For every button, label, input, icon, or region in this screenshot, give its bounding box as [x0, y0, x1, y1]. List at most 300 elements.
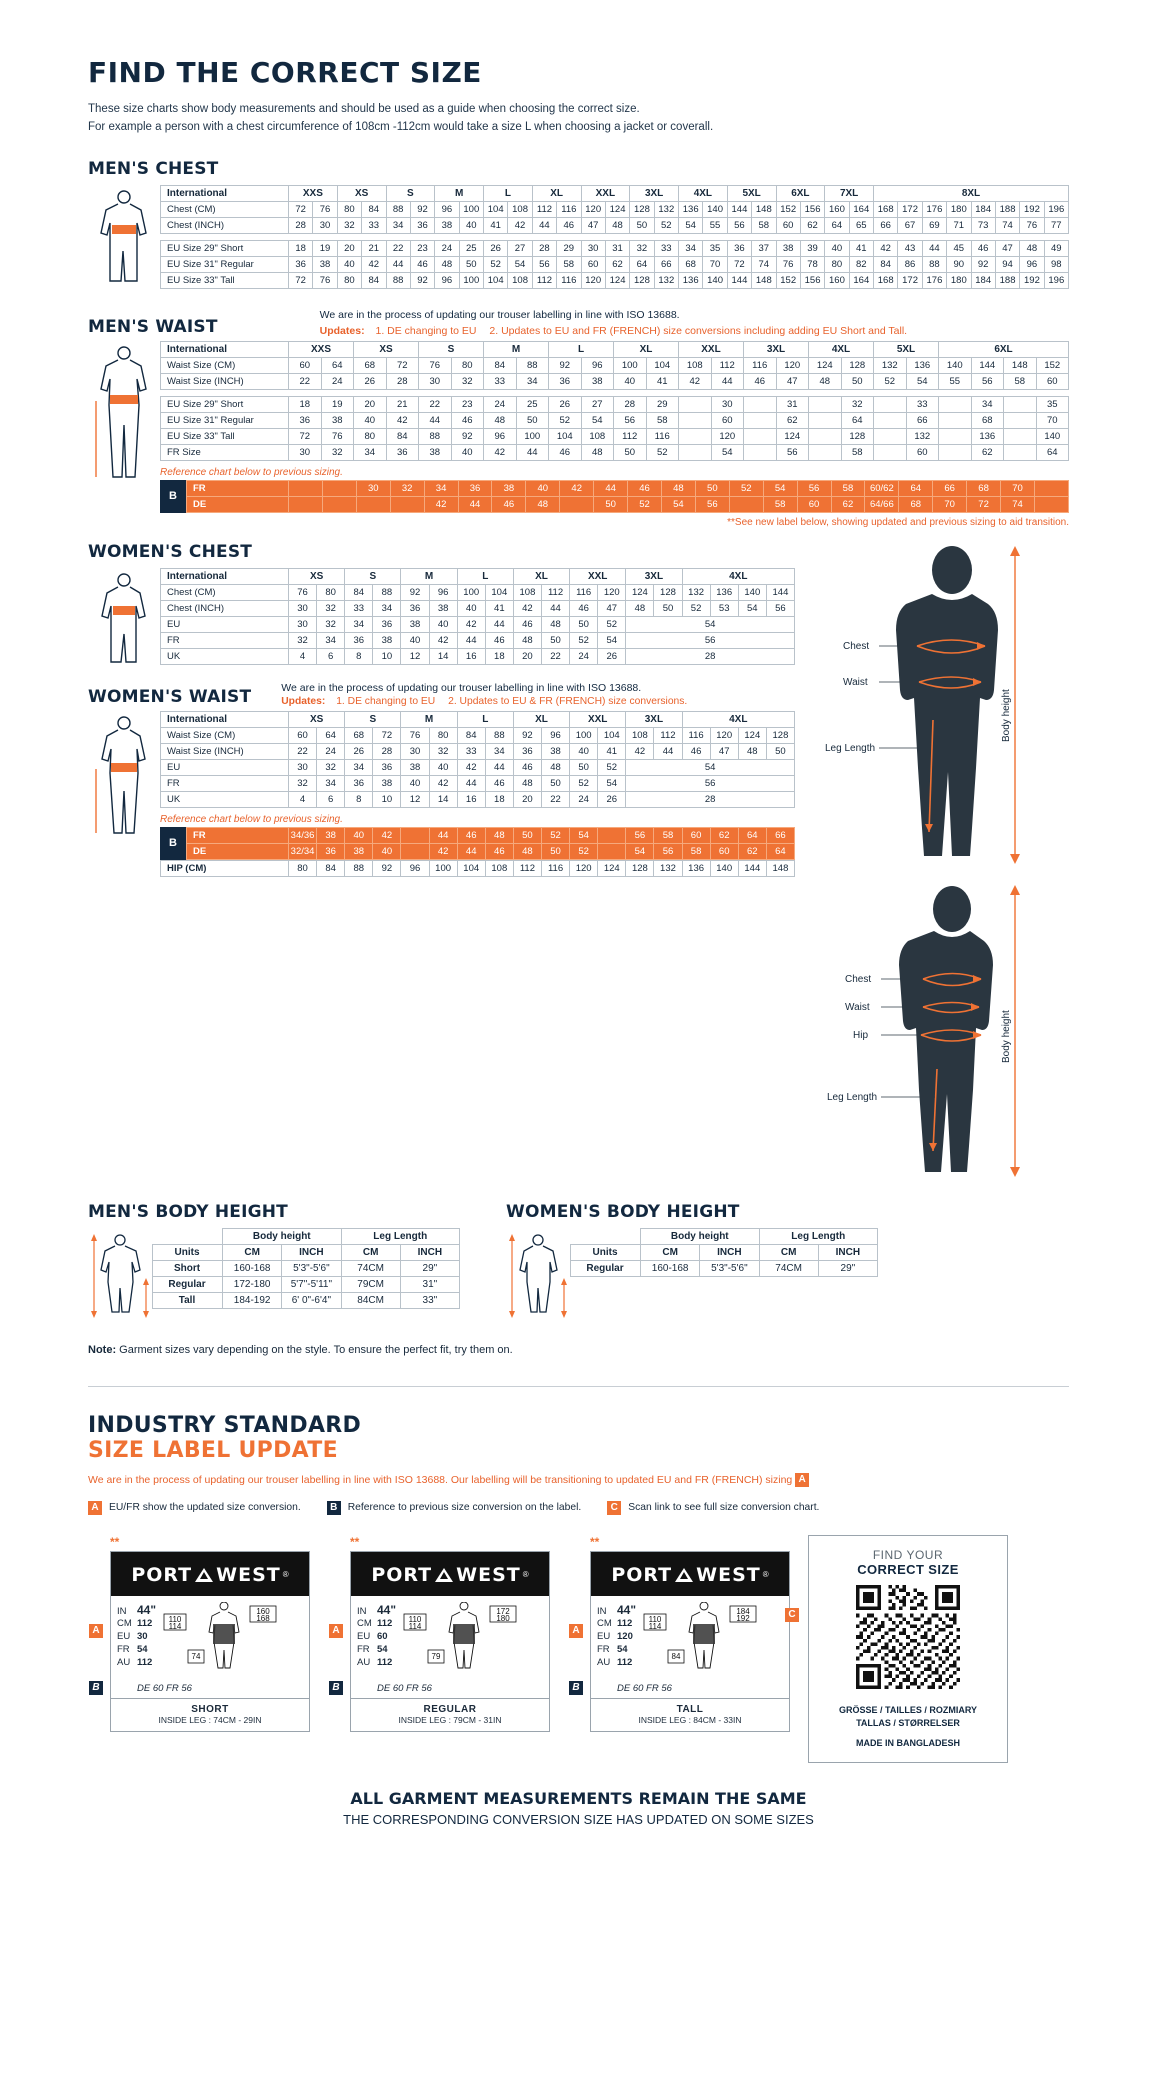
- table-cell: 44: [429, 827, 457, 843]
- table-cell: 172: [898, 272, 922, 288]
- table-cell: 60: [797, 496, 831, 512]
- size-row: [117, 1657, 156, 1670]
- table-cell: 80: [337, 272, 361, 288]
- table-cell: 88: [419, 428, 452, 444]
- row-label: UK: [161, 648, 289, 664]
- inside-leg-text: INSIDE LEG : 79CM - 31IN: [398, 1714, 502, 1725]
- womens-chest-section: [88, 542, 795, 668]
- womens-waist-updates-label: Updates:: [281, 695, 326, 707]
- brand-text-right: WEST: [216, 1563, 281, 1586]
- table-spacer: [161, 389, 1069, 396]
- svg-text:79: 79: [431, 1651, 441, 1661]
- size-key: IN: [357, 1605, 367, 1617]
- table-cell: 152: [1036, 357, 1069, 373]
- mens-waist-update-1: 1. DE changing to EU: [375, 324, 477, 337]
- label-box: [572, 1551, 790, 1732]
- table-cell: 4: [289, 648, 317, 664]
- row-label: EU: [161, 616, 289, 632]
- table-cell: 52: [570, 775, 598, 791]
- womens-body-height-section: [506, 1202, 878, 1318]
- label-figure: [642, 1602, 785, 1679]
- column-header: [153, 1228, 223, 1244]
- column-header: M: [484, 341, 549, 357]
- qr-footer: [817, 1704, 999, 1750]
- closing-line-1: ALL GARMENT MEASUREMENTS REMAIN THE SAME: [350, 1788, 807, 1808]
- table-cell: 44: [516, 444, 549, 460]
- mens-waist-updates-label: Updates:: [319, 324, 365, 337]
- table-cell: 42: [484, 444, 517, 460]
- table-cell: 46: [549, 444, 582, 460]
- table-cell: 100: [459, 272, 483, 288]
- table-cell: 74: [995, 217, 1019, 233]
- table-cell: 54: [738, 600, 766, 616]
- table-cell: [1004, 396, 1037, 412]
- table-cell: 168: [874, 201, 898, 217]
- svg-text:114: 114: [168, 1621, 182, 1631]
- table-cell: 80: [825, 256, 849, 272]
- table-cell: [874, 428, 907, 444]
- table-cell: 52: [570, 632, 598, 648]
- table-cell: 62: [800, 217, 824, 233]
- table-cell: 56: [654, 843, 682, 859]
- table-cell: 64: [825, 217, 849, 233]
- label-measurements: [332, 1596, 549, 1681]
- table-cell: 29: [557, 240, 581, 256]
- table-cell: 60/62: [865, 480, 899, 496]
- table-cell: 104: [598, 727, 626, 743]
- table-cell: 36: [345, 775, 373, 791]
- column-header: XXL: [679, 341, 744, 357]
- table-cell: 54: [598, 775, 626, 791]
- table-cell: 54: [711, 444, 744, 460]
- mens-body-height-section: [88, 1202, 460, 1318]
- table-cell: 34: [424, 480, 458, 496]
- row-label: EU Size 31" Regular: [161, 412, 289, 428]
- table-cell: 68: [967, 480, 1001, 496]
- row-label: EU Size 29" Short: [161, 240, 289, 256]
- column-header: 4XL: [679, 185, 728, 201]
- table-cell: 84: [484, 357, 517, 373]
- table-cell: [1034, 480, 1068, 496]
- column-header: XXL: [570, 568, 626, 584]
- table-cell: 38: [419, 444, 452, 460]
- table-cell: 58: [752, 217, 776, 233]
- table-cell: [809, 412, 842, 428]
- size-value: 112: [377, 1618, 393, 1630]
- brand-text-left: PORT: [611, 1563, 673, 1586]
- table-cell: 148: [766, 860, 794, 876]
- table-cell: 48: [738, 743, 766, 759]
- table-cell: 46: [485, 843, 513, 859]
- table-cell: 40: [459, 217, 483, 233]
- female-label-hip: Hip: [853, 1029, 869, 1041]
- size-values: [357, 1602, 396, 1679]
- garment-label-card: [572, 1534, 790, 1732]
- table-cell: 64: [899, 480, 933, 496]
- column-header: M: [401, 568, 457, 584]
- size-key: FR: [357, 1644, 370, 1656]
- table-cell: [1004, 444, 1037, 460]
- table-cell: 136: [710, 584, 738, 600]
- table-row: [187, 843, 795, 859]
- column-header: International: [161, 568, 289, 584]
- table-cell: 36: [317, 843, 345, 859]
- table-cell: 56: [626, 775, 795, 791]
- female-waist-figure: [88, 711, 160, 841]
- row-label: Chest (INCH): [161, 600, 289, 616]
- table-cell: 58: [841, 444, 874, 460]
- garment-note-label: Note:: [88, 1343, 117, 1356]
- label-tag-a: A: [89, 1624, 103, 1638]
- table-cell: 58: [831, 480, 865, 496]
- table-cell: 38: [317, 827, 345, 843]
- industry-standard-section: [88, 1413, 1069, 1827]
- table-cell: 14: [429, 648, 457, 664]
- table-cell: 38: [345, 843, 373, 859]
- table-cell: 44: [457, 775, 485, 791]
- table-cell: 54: [906, 373, 939, 389]
- table-cell: 10: [373, 791, 401, 807]
- table-cell: 23: [451, 396, 484, 412]
- table-cell: 60: [289, 727, 317, 743]
- mens-waist-reference-chart: [160, 480, 1069, 513]
- table-cell: 52: [682, 600, 710, 616]
- row-label: Chest (INCH): [161, 217, 289, 233]
- table-cell: 38: [581, 373, 614, 389]
- brand-text-right: WEST: [696, 1563, 761, 1586]
- table-cell: 32: [429, 743, 457, 759]
- womens-waist-ref-note: Reference chart below to previous sizing.: [160, 813, 343, 825]
- table-cell: 28: [626, 791, 795, 807]
- table-cell: 20: [513, 648, 541, 664]
- table-cell: 128: [630, 272, 654, 288]
- table-cell: 27: [508, 240, 532, 256]
- table-cell: [744, 428, 777, 444]
- table-cell: 36: [727, 240, 751, 256]
- table-cell: 32: [317, 600, 345, 616]
- table-cell: 44: [457, 632, 485, 648]
- size-row: [597, 1657, 636, 1670]
- table-cell: 184-192: [223, 1292, 282, 1308]
- womens-waist-update-1: 1. DE changing to EU: [336, 695, 436, 707]
- table-cell: 12: [401, 791, 429, 807]
- table-cell: 68: [971, 412, 1004, 428]
- table-cell: 148: [1004, 357, 1037, 373]
- table-cell: 54: [598, 632, 626, 648]
- size-key: CM: [597, 1618, 612, 1630]
- column-header: 5XL: [874, 341, 939, 357]
- male-label-body-height: Body height: [1001, 688, 1012, 742]
- table-cell: 48: [513, 775, 541, 791]
- table-cell: 56: [695, 496, 729, 512]
- size-row: [117, 1618, 156, 1631]
- table-cell: 34: [317, 775, 345, 791]
- table-cell: 84: [362, 272, 386, 288]
- table-cell: 148: [752, 201, 776, 217]
- table-cell: 33: [906, 396, 939, 412]
- table-cell: 62: [605, 256, 629, 272]
- table-cell: 26: [598, 791, 626, 807]
- womens-waist-reference-chart: [160, 827, 795, 860]
- table-header-row: [161, 341, 1069, 357]
- table-cell: 96: [435, 201, 459, 217]
- table-cell: 40: [345, 827, 373, 843]
- size-row: [597, 1631, 636, 1644]
- table-cell: 72: [386, 357, 419, 373]
- table-cell: 76: [321, 428, 354, 444]
- legend-text-b: Reference to previous size conversion on the label.: [347, 1502, 582, 1514]
- label-footer: [351, 1698, 549, 1731]
- female-label-chest: Chest: [845, 973, 872, 985]
- table-cell: 33: [654, 240, 678, 256]
- mens-body-height-title: MEN'S BODY HEIGHT: [88, 1201, 288, 1222]
- table-cell: [939, 444, 972, 460]
- table-header-row: [161, 711, 795, 727]
- table-cell: 120: [710, 727, 738, 743]
- womens-body-height-table: [570, 1228, 878, 1277]
- column-header: 4XL: [682, 568, 794, 584]
- table-cell: 40: [614, 373, 647, 389]
- table-cell: 56: [532, 256, 556, 272]
- garment-label-card: [92, 1534, 310, 1732]
- table-cell: 128: [630, 201, 654, 217]
- table-cell: 54: [508, 256, 532, 272]
- table-cell: 22: [386, 240, 410, 256]
- table-cell: 54: [661, 496, 695, 512]
- column-header: 6XL: [776, 185, 825, 201]
- table-cell: 104: [457, 860, 485, 876]
- table-cell: 24: [435, 240, 459, 256]
- table-cell: 42: [626, 743, 654, 759]
- table-cell: 108: [679, 357, 712, 373]
- table-cell: 46: [492, 496, 526, 512]
- table-row: [153, 1276, 460, 1292]
- table-cell: 120: [776, 357, 809, 373]
- table-cell: 92: [401, 584, 429, 600]
- mountain-logo-icon: [434, 1567, 454, 1583]
- svg-text:172: 172: [496, 1606, 510, 1616]
- table-cell: 44: [485, 616, 513, 632]
- male-label-leg-length: Leg Length: [825, 742, 876, 754]
- table-cell: 77: [1044, 217, 1068, 233]
- table-cell: 64: [630, 256, 654, 272]
- table-cell: 172: [898, 201, 922, 217]
- size-row: [597, 1618, 636, 1631]
- mens-chest-table: [160, 185, 1069, 289]
- male-waist-figure: [88, 341, 160, 485]
- table-cell: 100: [516, 428, 549, 444]
- table-cell: 58: [763, 496, 797, 512]
- row-label: Regular: [153, 1276, 223, 1292]
- table-cell: [289, 480, 323, 496]
- table-cell: 140: [738, 584, 766, 600]
- table-cell: 60: [1036, 373, 1069, 389]
- size-row: [357, 1618, 396, 1631]
- table-cell: 5'3"-5'6": [700, 1260, 759, 1276]
- table-cell: 30: [401, 743, 429, 759]
- table-cell: [939, 428, 972, 444]
- table-cell: 21: [386, 396, 419, 412]
- table-cell: 14: [429, 791, 457, 807]
- table-cell: 66: [906, 412, 939, 428]
- table-cell: 55: [703, 217, 727, 233]
- garment-label-card: [332, 1534, 550, 1732]
- table-cell: 44: [457, 843, 485, 859]
- svg-text:180: 180: [496, 1613, 510, 1623]
- table-cell: 76: [1020, 217, 1044, 233]
- table-cell: 30: [313, 217, 337, 233]
- table-cell: 140: [710, 860, 738, 876]
- section-divider: [88, 1386, 1069, 1387]
- table-cell: 50: [630, 217, 654, 233]
- female-label-leg-length: Leg Length: [827, 1091, 878, 1103]
- table-cell: 54: [626, 843, 654, 859]
- column-header: M: [401, 711, 457, 727]
- size-value: 112: [617, 1656, 633, 1668]
- table-cell: 104: [646, 357, 679, 373]
- column-header: 3XL: [626, 711, 682, 727]
- svg-text:110: 110: [168, 1614, 182, 1624]
- table-cell: 84: [317, 860, 345, 876]
- industry-legend: [88, 1501, 1069, 1515]
- table-cell: 56: [971, 373, 1004, 389]
- table-cell: 132: [654, 860, 682, 876]
- table-cell: 47: [776, 373, 809, 389]
- column-header: INCH: [282, 1244, 341, 1260]
- table-cell: 124: [738, 727, 766, 743]
- column-header: M: [435, 185, 484, 201]
- size-row: [117, 1644, 156, 1657]
- table-cell: 46: [485, 632, 513, 648]
- table-cell: 32: [390, 480, 424, 496]
- table-row: [161, 357, 1069, 373]
- label-tag-b: B: [569, 1681, 583, 1695]
- size-key: EU: [597, 1631, 611, 1643]
- table-row: [153, 1260, 460, 1276]
- table-cell: 64: [1036, 444, 1069, 460]
- size-row: [117, 1602, 156, 1619]
- brand-banner: [351, 1552, 549, 1596]
- table-cell: 27: [581, 396, 614, 412]
- size-key: AU: [357, 1656, 371, 1668]
- table-cell: 6' 0"-6'4": [282, 1292, 341, 1308]
- table-cell: 50: [516, 412, 549, 428]
- table-cell: 74CM: [759, 1260, 818, 1276]
- table-cell: 98: [1044, 256, 1068, 272]
- table-cell: 42: [560, 480, 594, 496]
- table-row: [161, 727, 795, 743]
- table-cell: 40: [570, 743, 598, 759]
- table-cell: 92: [451, 428, 484, 444]
- table-cell: 38: [321, 412, 354, 428]
- size-value: 44": [377, 1602, 397, 1617]
- table-cell: 120: [581, 201, 605, 217]
- table-row: [161, 743, 795, 759]
- table-cell: 72: [967, 496, 1001, 512]
- table-cell: 30: [289, 759, 317, 775]
- table-cell: 88: [373, 584, 401, 600]
- size-value: 30: [137, 1631, 148, 1643]
- label-measurements: [572, 1596, 789, 1681]
- table-cell: 31": [400, 1276, 459, 1292]
- table-cell: [874, 444, 907, 460]
- table-cell: 92: [410, 201, 434, 217]
- mens-waist-footnote: **See new label below, showing updated and previous sizing to aid transition.: [727, 516, 1069, 528]
- table-cell: 30: [289, 600, 317, 616]
- row-label: DE: [187, 496, 289, 512]
- table-cell: 80: [451, 357, 484, 373]
- table-cell: 84: [386, 428, 419, 444]
- table-cell: 41: [484, 217, 508, 233]
- qr-tag-c: C: [785, 1608, 799, 1622]
- table-cell: 38: [435, 217, 459, 233]
- table-cell: 80: [289, 860, 317, 876]
- table-cell: 42: [457, 616, 485, 632]
- column-header: S: [386, 185, 435, 201]
- table-cell: 96: [401, 860, 429, 876]
- industry-intro: [88, 1473, 1069, 1487]
- row-label: EU Size 29" Short: [161, 396, 289, 412]
- table-cell: 60: [906, 444, 939, 460]
- column-header: 5XL: [727, 185, 776, 201]
- table-row: [161, 648, 795, 664]
- column-header: Units: [571, 1244, 641, 1260]
- table-cell: 24: [484, 396, 517, 412]
- legend-item-a: [88, 1501, 301, 1515]
- table-cell: 104: [549, 428, 582, 444]
- table-cell: 71: [947, 217, 971, 233]
- column-header: 3XL: [630, 185, 679, 201]
- table-cell: 66: [766, 827, 794, 843]
- table-cell: 108: [508, 201, 532, 217]
- column-header: International: [161, 711, 289, 727]
- table-cell: 124: [605, 272, 629, 288]
- table-cell: 132: [654, 201, 678, 217]
- table-cell: [598, 843, 626, 859]
- table-cell: 40: [429, 616, 457, 632]
- table-cell: 30: [289, 444, 322, 460]
- column-header: XXS: [289, 185, 338, 201]
- table-cell: [809, 428, 842, 444]
- table-cell: 47: [581, 217, 605, 233]
- label-measurements: [92, 1596, 309, 1681]
- table-cell: 58: [1004, 373, 1037, 389]
- table-cell: 136: [679, 201, 703, 217]
- table-cell: 10: [373, 648, 401, 664]
- column-header: XXL: [570, 711, 626, 727]
- table-cell: 5'7"-5'11": [282, 1276, 341, 1292]
- label-figure: [402, 1602, 545, 1679]
- fit-name: REGULAR: [423, 1703, 477, 1715]
- qr-foot-line-2: TALLAS / STØRRELSER: [856, 1717, 960, 1728]
- table-cell: 26: [598, 648, 626, 664]
- table-cell: 56: [766, 600, 794, 616]
- table-cell: 50: [614, 444, 647, 460]
- table-cell: 44: [485, 759, 513, 775]
- qr-code-icon[interactable]: [856, 1585, 960, 1689]
- table-cell: 48: [626, 600, 654, 616]
- column-header: Leg Length: [759, 1228, 878, 1244]
- table-cell: 19: [321, 396, 354, 412]
- table-cell: 48: [541, 616, 569, 632]
- table-cell: 108: [581, 428, 614, 444]
- table-cell: 140: [1036, 428, 1069, 444]
- size-key: AU: [597, 1656, 611, 1668]
- table-cell: 67: [898, 217, 922, 233]
- table-cell: 112: [532, 272, 556, 288]
- table-cell: 92: [971, 256, 995, 272]
- table-cell: 48: [581, 444, 614, 460]
